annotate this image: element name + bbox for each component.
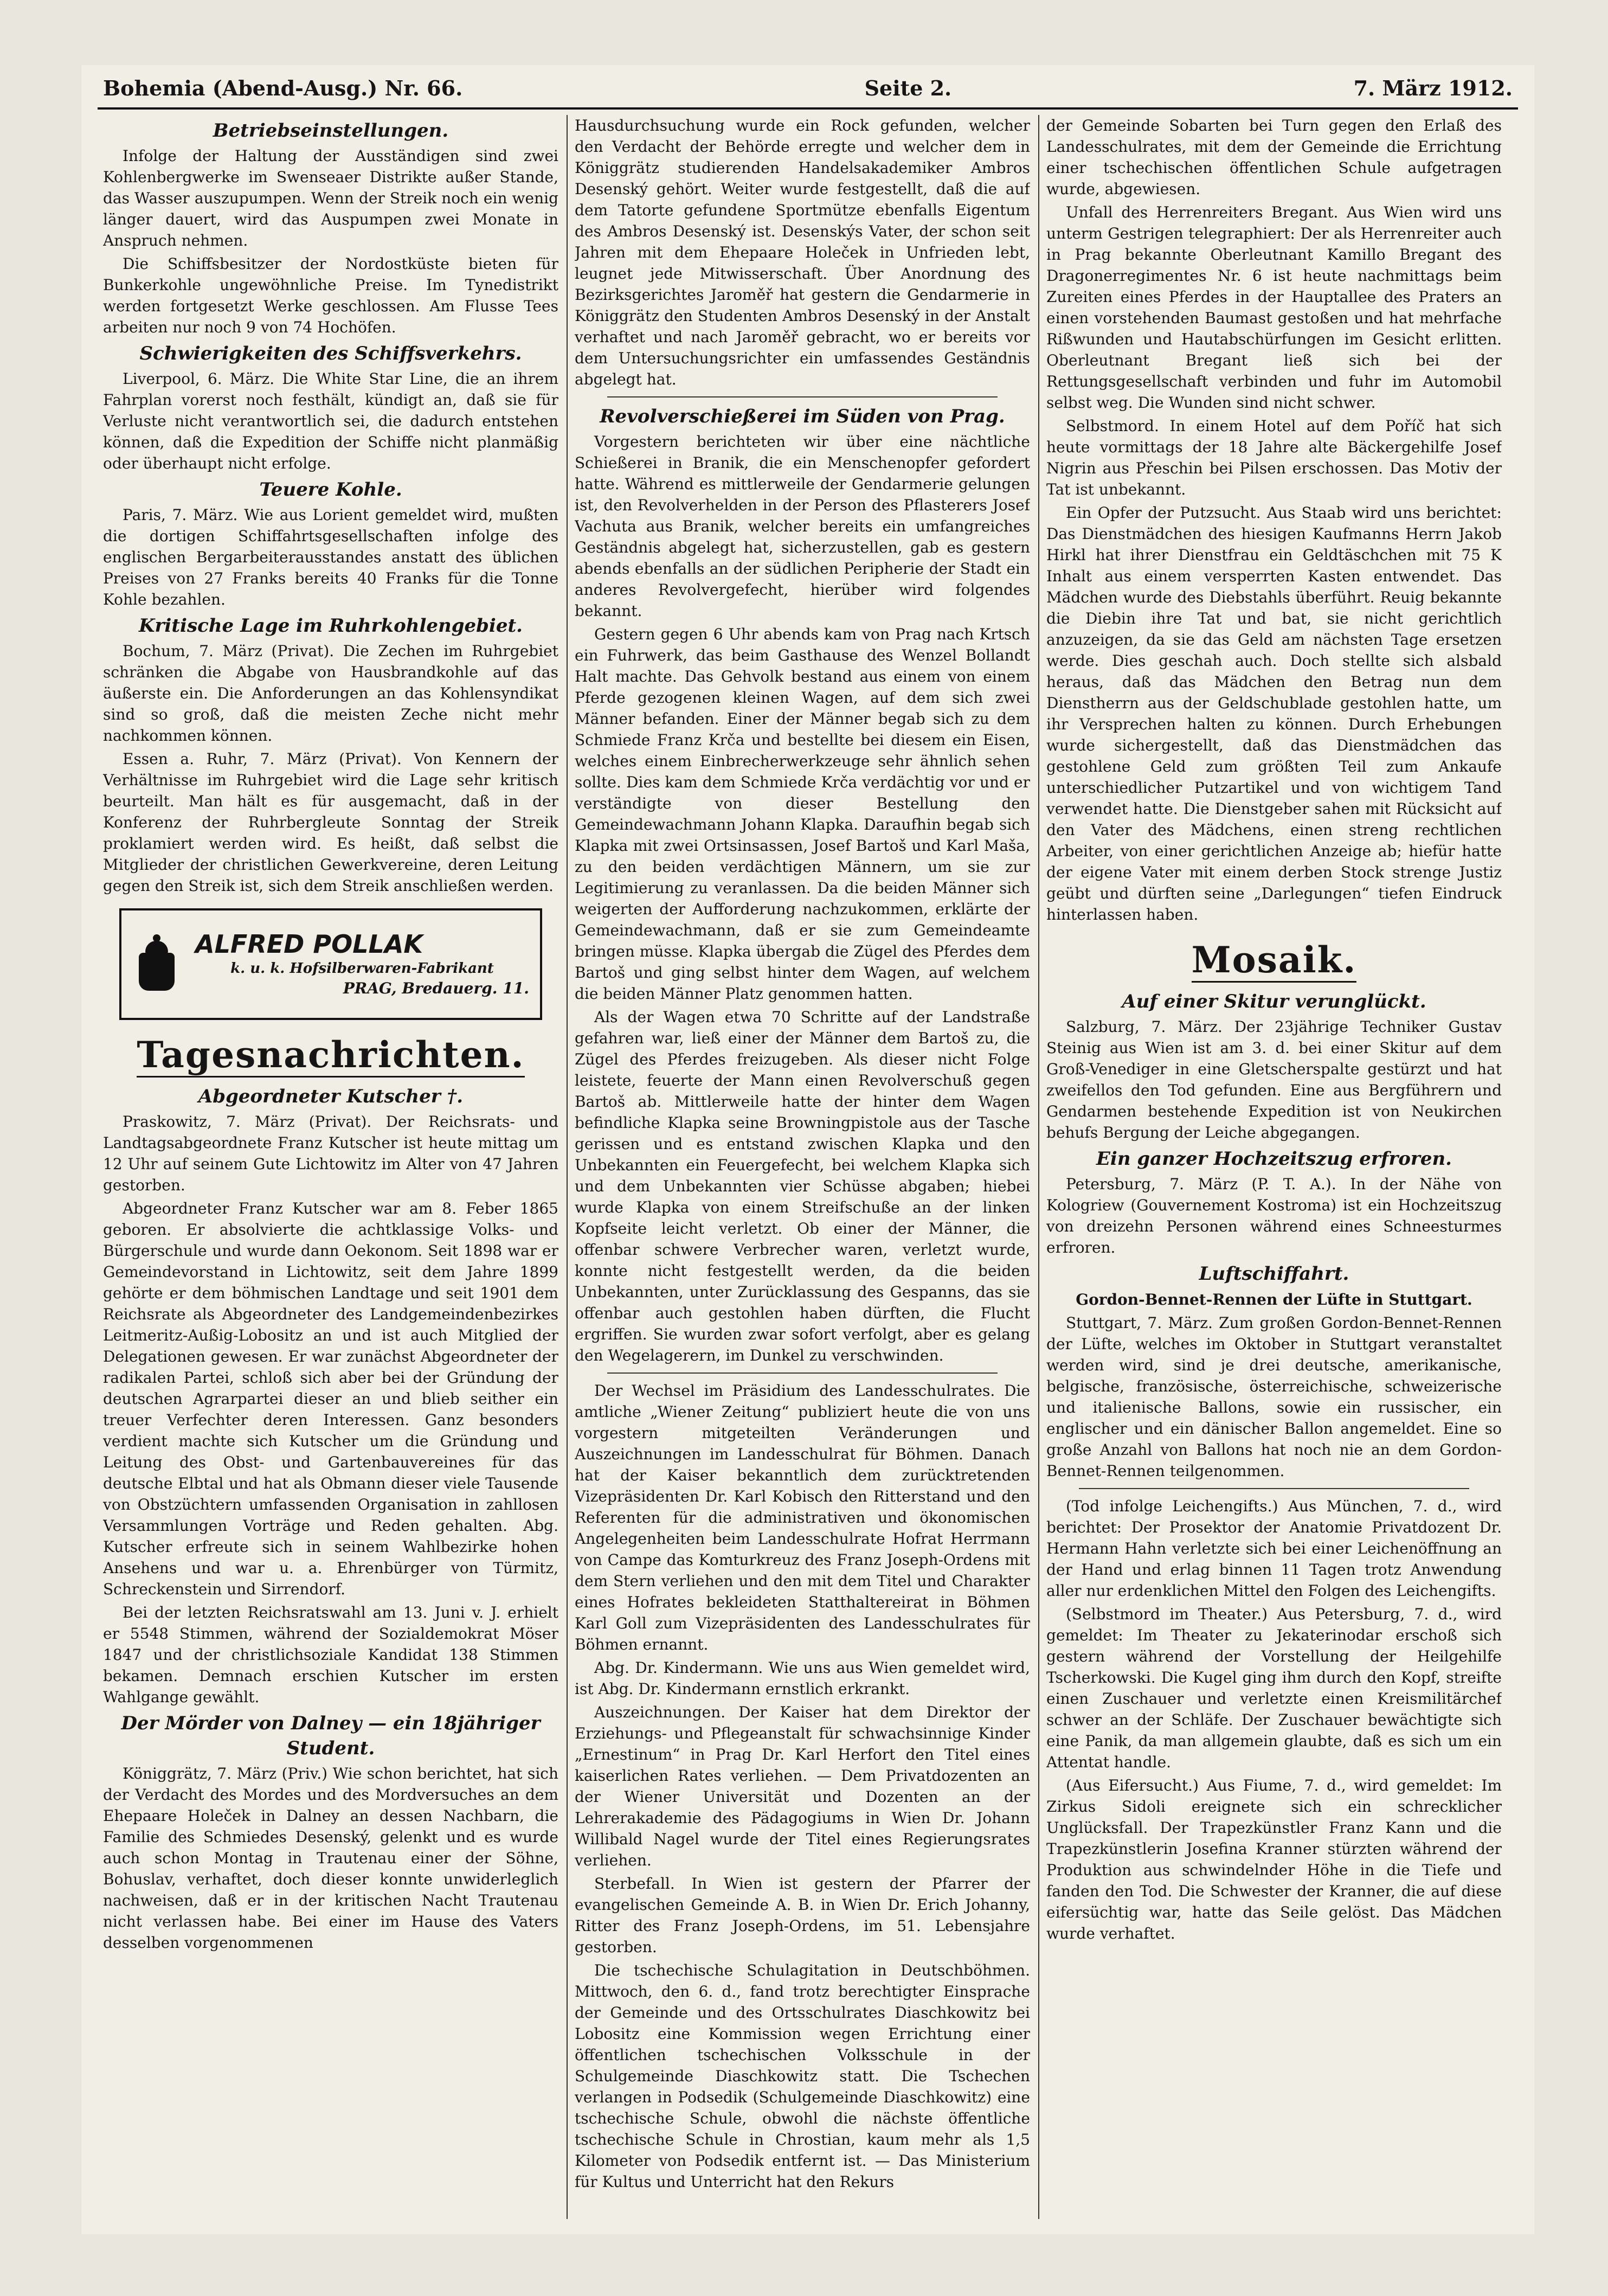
column-2 (575, 115, 1030, 2219)
article-paragraph: Auszeichnungen. Der Kaiser hat dem Direktor der Erziehungs- und Pflegeanstalt für schwachsinnige Kinder „Ernestinum“ in Prag Dr. Karl Herfort den Titel eines kaiserlichen Rates verliehen. — Dem Privatdozenten an der Wiener Universität und Dozenten an der Lehrerakademie des Pädagogiums in Wien Dr. Johann Willibald Nagel wurde der Titel eines Regierungsrates verliehen. (575, 1703, 1030, 1869)
article-paragraph: Stuttgart, 7. März. Zum großen Gordon-Bennet-Rennen der Lüfte, welches im Oktober in Stuttgart veranstaltet werden wird, sind je drei deutsche, amerikanische, belgische, französische, österreichische, schweizerische und italienische Ballons, sowie ein russischer, ein englischer und ein dänischer Ballon angemeldet. Eine so große Anzahl von Ballons hat noch nie an dem Gordon-Bennet-Rennen teilgenommen. (1046, 1314, 1502, 1480)
article-heading: Abgeordneter Kutscher †. (198, 1086, 464, 1107)
header-date: 7. März 1912. (1353, 75, 1513, 100)
article-paragraph: Essen a. Ruhr, 7. März (Privat). Von Kennern der Verhältnisse im Ruhrgebiet wird die Lage sehr kritisch beurteilt. Man hält es für ausgemacht, daß in der Konferenz der Ruhrbergleute Sonntag der Streik proklamiert werden wird. Es heißt, daß selbst die Mitglieder der christlichen Gewerkvereine, deren Leitung gegen den Streik ist, sich dem Streik anschließen werden. (103, 750, 558, 895)
article-paragraph: Abg. Dr. Kindermann. Wie uns aus Wien gemeldet wird, ist Abg. Dr. Kindermann ernstlich erkrankt. (575, 1659, 1030, 1698)
article-heading: Auf einer Skitur verunglückt. (1122, 991, 1426, 1012)
divider (607, 396, 998, 397)
article-paragraph: Die Schiffsbesitzer der Nordostküste bieten für Bunkerkohle ungewöhnliche Preise. Im Tynedistrikt werden fortgesetzt Werke geschlossen. Am Flusse Tees arbeiten nur noch 9 von 74 Hochöfen. (103, 255, 558, 336)
article-paragraph: Ein Opfer der Putzsucht. Aus Staab wird uns berichtet: Das Dienstmädchen des hiesigen Kaufmanns Herrn Jakob Hirkl hat ihrer Dienstfrau ein Geldtäschchen mit 75 K Inhalt aus einem versperrten Kasten entwendet. Das Mädchen wurde des Diebstahls überführt. Reuig bekannte die Diebin ihre Tat und bat, sie nicht gerichtlich anzuzeigen, da sie das Geld am nächsten Tage ersetzen werde. Dies geschah auch. Doch stellte sich alsbald heraus, daß das Mädchen den Betrag nun dem Dienstherrn aus der Geldschublade gestohlen hatte, um ihr Versprechen halten zu können. Durch Erhebungen wurde sichergestellt, daß das Dienstmädchen das gestohlene Geld zum größten Teil zum Ankaufe unterschiedlicher Putzartikel und von wichtigem Tand verwendet hatte. Die Dienstgeber sahen mit Rücksicht auf den Vater des Mädchens, einen streng rechtlichen Arbeiter, von einer gerichtlichen Anzeige ab; hiefür hatte der eigene Vater mit einem derben Stock strenge Justiz geübt und dürften seine „Darlegungen“ tiefen Eindruck hinterlassen haben. (1046, 504, 1502, 923)
silverware-pot-icon (132, 934, 181, 994)
article-paragraph: Selbstmord. In einem Hotel auf dem Poříč hat sich heute vormittags der 18 Jahre alte Bäckergehilfe Josef Nigrin aus Přeschin bei Pilsen erschossen. Das Motiv der Tat ist unbekannt. (1046, 417, 1502, 498)
column-divider (1038, 115, 1039, 2219)
section-title: Tagesnachrichten. (103, 1032, 558, 1078)
header-rule (98, 107, 1518, 110)
advertiser-name: ALFRED POLLAK (195, 929, 423, 959)
column-3 (1046, 115, 1502, 2219)
article-paragraph: Vorgestern berichteten wir über eine nächtliche Schießerei in Branik, die ein Menschenopfer gefordert hatte. Während es mittlerweile der Gendarmerie gelungen ist, den Revolverhelden in der Person des Pflasterers Josef Vachuta aus Branik, welcher bereits ein umfangreiches Geständnis abgelegt hat, sicherzustellen, gab es gestern abends ebenfalls an der südlichen Peripherie der Stadt ein anderes Revolvergefecht, hierüber wird folgendes bekannt. (575, 433, 1030, 620)
article-paragraph: Salzburg, 7. März. Der 23jährige Techniker Gustav Steinig aus Wien ist am 3. d. bei einer Skitur auf dem Groß-Venediger in eine Gletscherspalte gestürzt und hat zweifellos den Tod gefunden. Eine aus Bergführern und Gendarmen bestehende Expedition ist von Neukirchen behufs Bergung der Leiche abgegangen. (1046, 1018, 1502, 1141)
header-page-number: Seite 2. (864, 75, 952, 100)
article-paragraph: Königgrätz, 7. März (Priv.) Wie schon berichtet, hat sich der Verdacht des Mordes und des Mordversuches an dem Ehepaare Holeček in Dalney an dessen Nachbarn, die Familie des Schmiedes Desenský, gelenkt und es wurde auch schon Montag in Trautenau einer der Söhne, Bohuslav, verhaftet, doch dieser konnte unwiderleglich nachweisen, daß er in der kritischen Nacht Trautenau nicht verlassen habe. Bei einer im Hause des Vaters desselben vorgenommenen (103, 1765, 558, 1952)
article-paragraph: Als der Wagen etwa 70 Schritte auf der Landstraße gefahren war, ließ einer der Männer dem Bartoš zu, die Zügel des Pferdes freizugeben. Als dieser nicht Folge leistete, feuerte der Mann einen Revolverschuß gegen Bartoš ab. Mittlerweile hatte der hinter dem Wagen befindliche Klapka seine Browningpistole aus der Tasche gerissen und es entstand zwischen Klapka und den Unbekannten ein Feuergefecht, bei welchem Klapka sich und dem Unbekannten vier Schüsse abgaben; hiebei wurde Klapka von einem Streifschuße an der linken Kopfseite leicht verletzt. Ob einer der Männer, die offenbar schwere Verbrecher waren, verletzt wurde, konnte nicht festgestellt werden, da die beiden Unbekannten, unter Zurücklassung des Gespanns, das sie offenbar auch gestohlen haben dürften, die Flucht ergriffen. Sie wurden zwar sofort verfolgt, aber es gelang den Wegelagerern, im Dunkel zu verschwinden. (575, 1008, 1030, 1364)
article-paragraph: Bei der letzten Reichsratswahl am 13. Juni v. J. erhielt er 5548 Stimmen, während der Sozialdemokrat Möser 1847 und der christlichsoziale Kandidat 138 Stimmen bekamen. Demnach erschien Kutscher im ersten Wahlgange gewählt. (103, 1604, 558, 1706)
column-divider (567, 115, 568, 2219)
article-paragraph: Unfall des Herrenreiters Bregant. Aus Wien wird uns unterm Gestrigen telegraphiert: Der als Herrenreiter auch in Prag bekannte Oberleutnant Kamillo Bregant des Dragonerregimentes Nr. 6 ist heute nachmittags beim Zureiten eines Pferdes in der Hauptallee des Praters an einen vorstehenden Baumast gestoßen und hat mehrfache Rißwunden und Hautabschürfungen im Gesicht erlitten. Oberleutnant Bregant ließ sich bei der Rettungsgesellschaft verbinden und fuhr im Automobil selbst weg. Die Wunden sind nicht schwer. (1046, 203, 1502, 412)
article-heading: Teuere Kohle. (259, 479, 402, 501)
section-title: Mosaik. (1046, 937, 1502, 983)
article-paragraph: Liverpool, 6. März. Die White Star Line, die an ihrem Fahrplan vorerst noch festhält, kündigt an, daß sie für Verluste nicht verantwortlich sei, die dadurch entstehen können, daß die Expedition der Schiffe nicht planmäßig oder überhaupt nicht erfolge. (103, 370, 558, 472)
article-heading: Schwierigkeiten des Schiffsverkehrs. (139, 343, 522, 364)
page-header (103, 72, 1513, 104)
article-paragraph: Abgeordneter Franz Kutscher war am 8. Feber 1865 geboren. Er absolvierte die achtklassige Volks- und Bürgerschule und wurde dann Oekonom. Seit 1898 war er Gemeindevorstand in Lichtowitz, seit dem Jahre 1899 gehörte er dem böhmischen Landtage und seit 1901 dem Reichsrate als Abgeordneter des Landgemeindenbezirkes Leitmeritz-Außig-Lobositz an und ist auch Mitglied der Delegationen gewesen. Er war zunächst Abgeordneter der radikalen Partei, schloß sich aber bei der Gründung der deutschen Agrarpartei dieser an und blieb seither ein treuer Verfechter deren Interessen. Ganz besonders verdient machte sich Kutscher um die Gründung und Leitung des Obst- und Gartenbauvereines für das deutsche Elbtal und hat als Obmann dieser viele Tausende von Obstzüchtern umfassenden Organisation in zahllosen Versammlungen Vorträge und Reden gehalten. Abg. Kutscher erfreute sich in seinem Wahlbezirke hohen Ansehens und war u. a. Ehrenbürger von Türmitz, Schreckenstein und Sirrendorf. (103, 1200, 558, 1598)
article-paragraph: (Selbstmord im Theater.) Aus Petersburg, 7. d., wird gemeldet: Im Theater zu Jekaterinodar erschoß sich gestern während der Vorstellung der Heilgehilfe Tscherkowski. Die Kugel ging ihm durch den Kopf, streifte einen Zuschauer und verletzte einen Kreismilitärchef schwer an der Schläfe. Der Zuschauer bewächtigte sich eine Panik, da man allgemein glaubte, daß es sich um ein Attentat handle. (1046, 1605, 1502, 1771)
article-paragraph: Gestern gegen 6 Uhr abends kam von Prag nach Krtsch ein Fuhrwerk, das beim Gasthause des Wenzel Bollandt Halt machte. Das Gehvolk bestand aus einem von einem Pferde gezogenen kleinen Wagen, auf dem sich zwei Männer befanden. Einer der Männer begab sich zu dem Schmiede Franz Krča und bestellte bei diesem ein Eisen, welches einem Einbrecherwerkzeuge sehr ähnlich sehen sollte. Dies kam dem Schmiede Krča verdächtig vor und er verständigte von dieser Bestellung den Gemeindewachmann Johann Klapka. Daraufhin begab sich Klapka mit zwei Ortsinsassen, Josef Bartoš und Karl Maša, zu den beiden verdächtigen Männern, um sie zur Legitimierung zu veranlassen. Da die beiden Männer sich weigerten der Aufforderung nachzukommen, erklärte der Gemeindewachmann, daß er sie zum Gemeindeamte bringen müsse. Klapka übergab die Zügel des Pferdes dem Bartoš und ging selbst hinter dem Wagen, auf welchem die beiden Männer Platz genommen hatten. (575, 625, 1030, 1003)
article-paragraph: Sterbefall. In Wien ist gestern der Pfarrer der evangelischen Gemeinde A. B. in Wien Dr. Erich Johanny, Ritter des Franz Joseph-Ordens, im 51. Lebensjahre gestorben. (575, 1875, 1030, 1956)
article-paragraph: Der Wechsel im Präsidium des Landesschulrates. Die amtliche „Wiener Zeitung“ publiziert heute die von uns vorgestern mitgeteilten Veränderungen und Auszeichnungen im Landesschulrat für Böhmen. Danach hat der Kaiser bekanntlich dem zurücktretenden Vizepräsidenten Dr. Karl Kobisch den Ritterstand und den Referenten für die administrativen und ökonomischen Angelegenheiten beim Landesschulrate Hofrat Herrmann von Campe das Komturkreuz des Franz Joseph-Ordens mit dem Stern verliehen und den mit dem Titel und Charakter eines Hofrates bekleideten Statthaltereirat in Böhmen Karl Goll zum Vizepräsidenten des Landesschulrates für Böhmen ernannt. (575, 1382, 1030, 1653)
article-paragraph: Paris, 7. März. Wie aus Lorient gemeldet wird, mußten die dortigen Schiffahrtsgesellschaften infolge des englischen Bergarbeiterausstandes anstatt des üblichen Preises von 27 Franks bereits 40 Franks für die Tonne Kohle bezahlen. (103, 506, 558, 608)
article-heading: Der Mörder von Dalney — ein 18jähriger Student. (121, 1713, 541, 1759)
article-paragraph: (Aus Eifersucht.) Aus Fiume, 7. d., wird gemeldet: Im Zirkus Sidoli ereignete sich ein schrecklicher Unglücksfall. Der Trapezkünstler Franz Kann und die Trapezkünstlerin Josefina Kranner stürzten während der Produktion aus schwindelnder Höhe in die Tiefe und fanden den Tod. Die Schwester der Kranner, die auf diese eifersüchtig war, hatte das Seile gelöst. Das Mädchen wurde verhaftet. (1046, 1776, 1502, 1942)
divider (1079, 1488, 1469, 1489)
article-paragraph: Bochum, 7. März (Privat). Die Zechen im Ruhrgebiet schränken die Abgabe von Hausbrandkohle auf das äußerste ein. Die Anforderungen an das Kohlensyndikat sind so groß, daß die meisten Zeche nicht mehr nachkommen können. (103, 642, 558, 745)
article-paragraph: Infolge der Haltung der Ausständigen sind zwei Kohlenbergwerke im Swenseaer Distrikte außer Stande, das Wasser auszupumpen. Wenn der Streik noch ein wenig länger dauert, wird das Auspumpen zwei Monate in Anspruch nehmen. (103, 147, 558, 249)
article-paragraph: Praskowitz, 7. März (Privat). Der Reichsrats- und Landtagsabgeordnete Franz Kutscher ist heute mittag um 12 Uhr auf seinem Gute Lichtowitz im Alter von 47 Jahren gestorben. (103, 1113, 558, 1194)
newspaper-page (81, 65, 1534, 2234)
article-heading: Revolverschießerei im Süden von Prag. (600, 406, 1005, 427)
divider (607, 1373, 998, 1374)
article-paragraph: Hausdurchsuchung wurde ein Rock gefunden, welcher den Verdacht der Behörde erregte und welcher dem in Königgrätz studierenden Handelsakademiker Ambros Desenský gehört. Weiter wurde festgestellt, daß die auf dem Tatorte gefundene Sportmütze ebenfalls Eigentum des Ambros Desenský ist. Desenskýs Vater, der schon seit Jahren mit dem Ehepaare Holeček in Unfrieden lebt, leugnet jede Mitwisserschaft. Über Anordnung des Bezirksgerichtes Jaroměř hat gestern die Gendarmerie in Königgrätz den Studenten Ambros Desenský in der Anstalt verhaftet und nach Jaroměř gebracht, wo er bereits vor dem Untersuchungsrichter ein umfassendes Geständnis abgelegt hat. (575, 117, 1030, 388)
header-masthead: Bohemia (Abend-Ausg.) Nr. 66. (103, 75, 463, 100)
advertiser-address: PRAG, Bredauerg. 11. (343, 979, 529, 997)
article-paragraph: Petersburg, 7. März (P. T. A.). In der Nähe von Kologriew (Gouvernement Kostroma) ist ein Hochzeitszug von dreizehn Personen während eines Schneesturmes erfroren. (1046, 1175, 1502, 1256)
article-heading: Kritische Lage im Ruhrkohlengebiet. (138, 615, 523, 637)
article-heading: Luftschiffahrt. (1199, 1263, 1349, 1285)
article-paragraph: der Gemeinde Sobarten bei Turn gegen den Erlaß des Landesschulrates, mit dem der Gemeinde die Errichtung einer tschechischen öffentlichen Schule aufgetragen wurde, abgewiesen. (1046, 117, 1502, 198)
article-subheading: Gordon-Bennet-Rennen der Lüfte in Stuttgart. (1076, 1291, 1472, 1309)
article-heading: Betriebseinstellungen. (213, 120, 449, 142)
advertiser-title: k. u. k. Hofsilberwaren-Fabrikant (230, 960, 494, 977)
article-paragraph: Die tschechische Schulagitation in Deutschböhmen. Mittwoch, den 6. d., fand trotz berechtigter Einsprache der Gemeinde und des Ortsschulrates Diaschkowitz bei Lobositz eine Kommission wegen Errichtung einer öffentlichen tschechischen Volksschule in der Schulgemeinde Diaschkowitz statt. Die Tschechen verlangen in Podsedik (Schulgemeinde Diaschkowitz) eine tschechische Schule, obwohl die nächste öffentliche tschechische Schule in Chrostian, kaum mehr als 1,5 Kilometer von Podsedik entfernt ist. — Das Ministerium für Kultus und Unterricht hat den Rekurs (575, 1961, 1030, 2191)
advertisement (119, 908, 542, 1020)
article-paragraph: (Tod infolge Leichengifts.) Aus München, 7. d., wird berichtet: Der Prosektor der Anatomie Privatdozent Dr. Hermann Hahn verletzte sich bei einer Leichenöffnung an der Hand und erlag binnen 11 Tagen trotz Anwendung aller nur erdenklichen Mittel den Folgen des Leichengifts. (1046, 1497, 1502, 1600)
article-heading: Ein ganzer Hochzeitszug erfroren. (1096, 1148, 1452, 1170)
column-1 (103, 115, 558, 2219)
